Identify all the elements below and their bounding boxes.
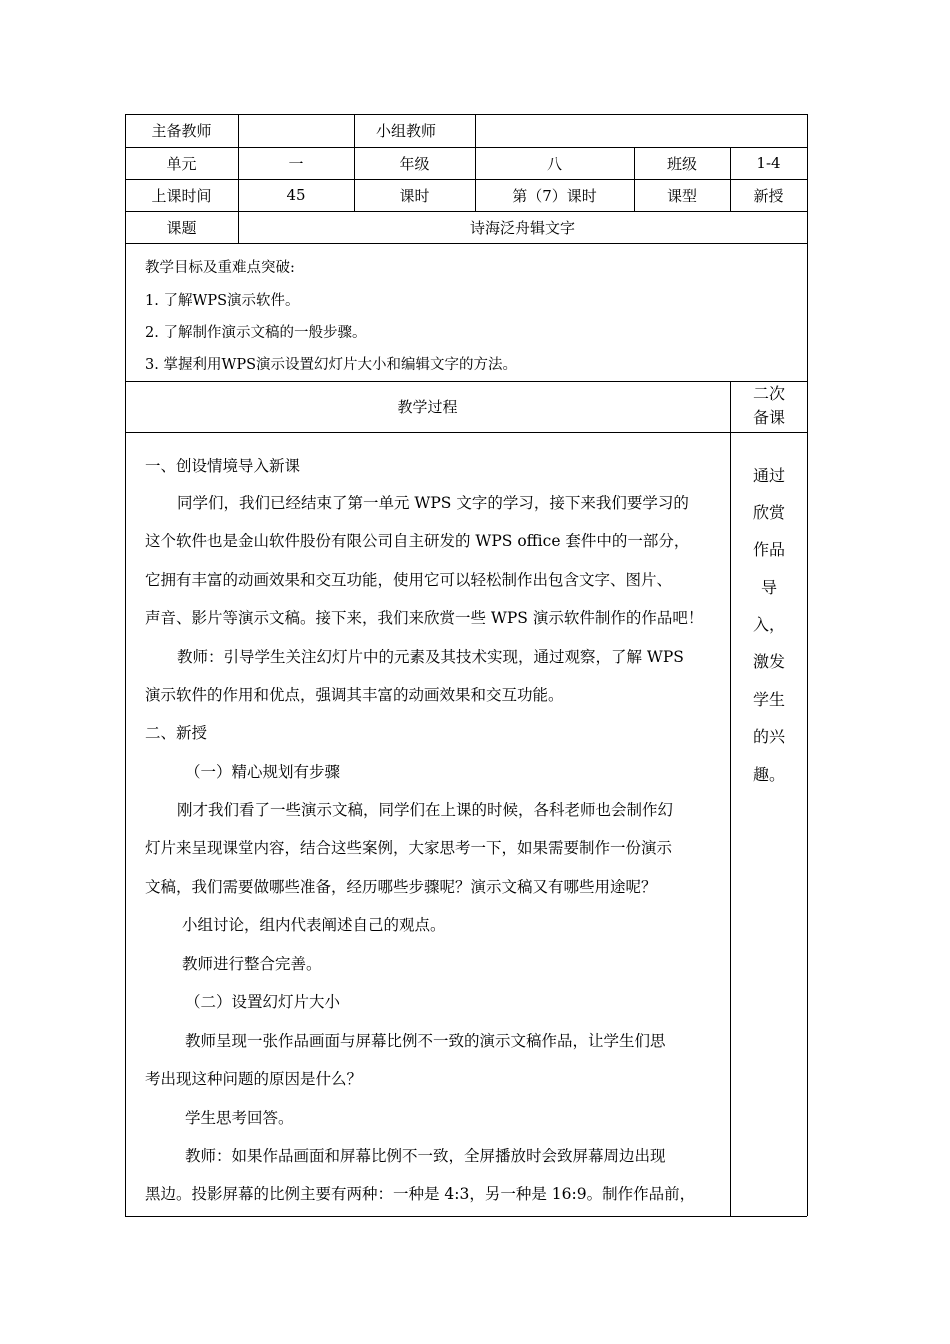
- body-line: 教师呈现一张作品画面与屏幕比例不一致的演示文稿作品，让学生们思: [185, 1032, 666, 1050]
- body-line: 教师：引导学生关注幻灯片中的元素及其技术实现，通过观察，了解 WPS: [177, 648, 684, 666]
- body-line: 小组讨论，组内代表阐述自己的观点。: [182, 916, 446, 934]
- value-unit: 一: [288, 154, 304, 173]
- value-class-time: 45: [286, 186, 306, 204]
- side-note-line: 趣。: [752, 765, 785, 784]
- body-line: 演示软件的作用和优点，强调其丰富的动画效果和交互功能。: [145, 686, 564, 704]
- side-note-line: 的兴: [752, 727, 785, 746]
- side-note-line: 作品: [752, 540, 785, 559]
- section-heading: 二、新授: [145, 724, 208, 742]
- body-line: 文稿，我们需要做哪些准备，经历哪些步骤呢？演示文稿又有哪些用途呢？: [145, 878, 657, 896]
- value-lead-teacher: [238, 114, 354, 147]
- side-note-line: 入，: [752, 615, 785, 634]
- value-class: 1-4: [756, 154, 781, 172]
- side-note-line: 导: [760, 578, 777, 597]
- body-line: 考出现这种问题的原因是什么？: [145, 1070, 363, 1088]
- value-lesson-type: 新授: [753, 186, 784, 205]
- label-lead-teacher: 主备教师: [151, 122, 212, 140]
- process-header: 教学过程: [397, 398, 458, 416]
- body-line: 灯片来呈现课堂内容，结合这些案例，大家思考一下，如果需要制作一份演示: [145, 839, 673, 857]
- label-topic: 课题: [166, 218, 197, 237]
- section-heading: 一、创设情境导入新课: [145, 457, 301, 475]
- value-grade: 八: [546, 154, 562, 173]
- side-note-line: 通过: [752, 466, 785, 485]
- row-divider: [125, 243, 807, 244]
- label-unit: 单元: [166, 154, 197, 173]
- body-line: 黑边。投影屏幕的比例主要有两种：一种是 4:3，另一种是 16:9。制作作品前，: [145, 1185, 696, 1203]
- objectives-title: 教学目标及重难点突破:: [145, 260, 295, 276]
- label-lesson-type: 课型: [666, 186, 697, 205]
- value-group-teacher: [475, 114, 807, 147]
- value-period: 第（7）课时: [512, 186, 597, 205]
- table-left-border: [125, 114, 126, 1216]
- table-right-border: [807, 114, 808, 1216]
- body-line: 教师进行整合完善。: [182, 955, 322, 973]
- body-line: 教师：如果作品画面和屏幕比例不一致，全屏播放时会致屏幕周边出现: [185, 1147, 666, 1165]
- sub-heading: （二）设置幻灯片大小: [185, 993, 341, 1011]
- objective-item: 2. 了解制作演示文稿的一般步骤。: [145, 325, 367, 341]
- side-header-line: 备课: [752, 408, 785, 427]
- objective-item: 3. 掌握利用WPS演示设置幻灯片大小和编辑文字的方法。: [145, 357, 518, 373]
- side-note-line: 学生: [752, 690, 785, 709]
- label-class-time: 上课时间: [151, 186, 212, 205]
- body-line: 同学们，我们已经结束了第一单元 WPS 文字的学习，接下来我们要学习的: [177, 494, 689, 512]
- label-class: 班级: [666, 154, 697, 173]
- label-group-teacher: 小组教师: [376, 122, 437, 140]
- side-note-line: 欣赏: [752, 503, 785, 522]
- body-line: 它拥有丰富的动画效果和交互功能，使用它可以轻松制作出包含文字、图片、: [145, 571, 673, 589]
- body-line: 学生思考回答。: [185, 1109, 294, 1127]
- side-header-line: 二次: [752, 384, 785, 403]
- row-divider: [125, 432, 807, 433]
- sub-heading: （一）精心规划有步骤: [185, 763, 341, 781]
- body-line: 这个软件也是金山软件股份有限公司自主研发的 WPS office 套件中的一部分，: [145, 532, 690, 550]
- body-line: 刚才我们看了一些演示文稿，同学们在上课的时候，各科老师也会制作幻: [177, 801, 674, 819]
- value-topic: 诗海泛舟辑文字: [469, 218, 575, 237]
- objective-item: 1. 了解WPS演示软件。: [145, 293, 300, 309]
- body-line: 声音、影片等演示文稿。接下来，我们来欣赏一些 WPS 演示软件制作的作品吧！: [145, 609, 704, 627]
- side-note-line: 激发: [752, 652, 785, 671]
- table-bottom-border: [125, 1216, 807, 1217]
- label-period: 课时: [399, 186, 430, 205]
- label-grade: 年级: [399, 154, 430, 173]
